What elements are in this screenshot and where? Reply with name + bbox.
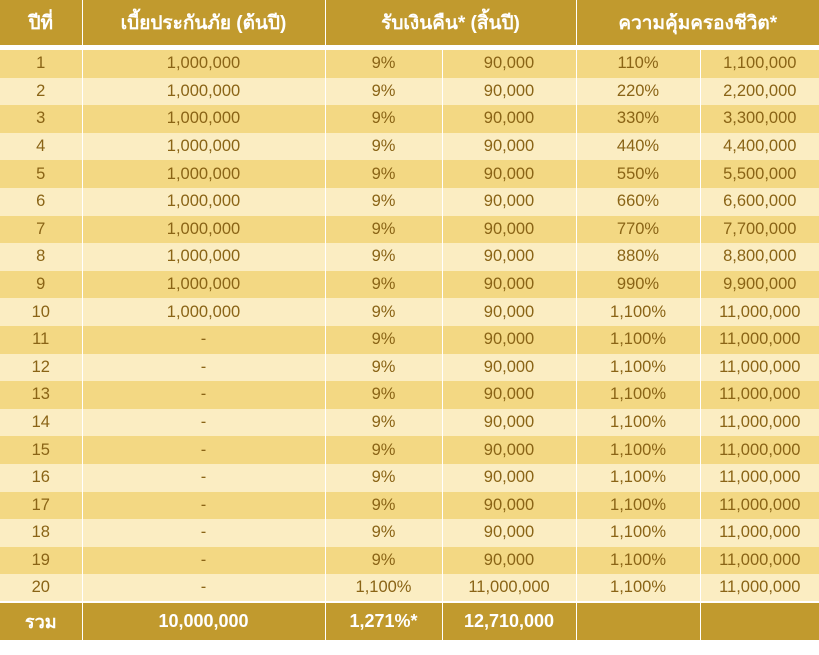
table-body	[0, 45, 819, 602]
row-premium: -	[82, 547, 325, 575]
row-coverage-percent: 1,100%	[576, 519, 700, 547]
table-row	[0, 78, 819, 106]
row-coverage-amount: 11,000,000	[700, 409, 819, 437]
table-row	[0, 436, 819, 464]
row-year: 10	[0, 298, 82, 326]
row-cashback-percent: 9%	[325, 271, 442, 299]
row-premium: 1,000,000	[82, 133, 325, 161]
table-row	[0, 381, 819, 409]
row-cashback-amount: 90,000	[442, 492, 576, 520]
row-coverage-percent: 1,100%	[576, 574, 700, 602]
row-year: 12	[0, 354, 82, 382]
row-coverage-amount: 9,900,000	[700, 271, 819, 299]
row-year: 4	[0, 133, 82, 161]
table-row	[0, 216, 819, 244]
row-cashback-percent: 9%	[325, 160, 442, 188]
row-coverage-percent: 770%	[576, 216, 700, 244]
table-row	[0, 519, 819, 547]
table-row	[0, 492, 819, 520]
table-row	[0, 105, 819, 133]
row-year: 3	[0, 105, 82, 133]
row-cashback-amount: 90,000	[442, 188, 576, 216]
row-coverage-amount: 7,700,000	[700, 216, 819, 244]
row-cashback-amount: 90,000	[442, 133, 576, 161]
row-premium: 1,000,000	[82, 243, 325, 271]
row-coverage-amount: 11,000,000	[700, 492, 819, 520]
row-year: 2	[0, 78, 82, 106]
row-cashback-amount: 90,000	[442, 160, 576, 188]
row-premium: -	[82, 409, 325, 437]
total-cashback-percent: 1,271%*	[325, 602, 442, 640]
row-cashback-percent: 9%	[325, 298, 442, 326]
row-premium: -	[82, 464, 325, 492]
row-year: 5	[0, 160, 82, 188]
row-coverage-percent: 1,100%	[576, 326, 700, 354]
header-cashback: รับเงินคืน* (สิ้นปี)	[325, 0, 576, 45]
row-premium: -	[82, 381, 325, 409]
table-row	[0, 243, 819, 271]
total-label: รวม	[0, 602, 82, 640]
row-year: 13	[0, 381, 82, 409]
table-row	[0, 188, 819, 216]
total-row	[0, 602, 819, 640]
row-cashback-amount: 90,000	[442, 298, 576, 326]
row-premium: 1,000,000	[82, 188, 325, 216]
row-coverage-amount: 5,500,000	[700, 160, 819, 188]
table-row	[0, 547, 819, 575]
header-year: ปีที่	[0, 0, 82, 45]
table-row	[0, 133, 819, 161]
row-premium: -	[82, 326, 325, 354]
table-row	[0, 409, 819, 437]
row-cashback-amount: 90,000	[442, 519, 576, 547]
row-cashback-percent: 9%	[325, 188, 442, 216]
total-cashback-amount: 12,710,000	[442, 602, 576, 640]
row-cashback-percent: 9%	[325, 547, 442, 575]
row-cashback-percent: 9%	[325, 464, 442, 492]
row-premium: -	[82, 519, 325, 547]
row-year: 6	[0, 188, 82, 216]
row-cashback-amount: 90,000	[442, 354, 576, 382]
row-premium: 1,000,000	[82, 298, 325, 326]
row-cashback-percent: 9%	[325, 78, 442, 106]
row-premium: -	[82, 436, 325, 464]
row-cashback-amount: 90,000	[442, 381, 576, 409]
row-coverage-amount: 2,200,000	[700, 78, 819, 106]
row-cashback-percent: 9%	[325, 436, 442, 464]
row-premium: 1,000,000	[82, 78, 325, 106]
row-coverage-amount: 11,000,000	[700, 464, 819, 492]
row-cashback-percent: 9%	[325, 50, 442, 78]
row-year: 11	[0, 326, 82, 354]
row-premium: 1,000,000	[82, 160, 325, 188]
row-coverage-percent: 990%	[576, 271, 700, 299]
row-year: 14	[0, 409, 82, 437]
total-empty-1	[576, 602, 700, 640]
row-coverage-percent: 660%	[576, 188, 700, 216]
row-coverage-percent: 110%	[576, 50, 700, 78]
table-row	[0, 298, 819, 326]
row-coverage-percent: 1,100%	[576, 354, 700, 382]
row-premium: 1,000,000	[82, 105, 325, 133]
row-cashback-percent: 9%	[325, 216, 442, 244]
row-coverage-percent: 550%	[576, 160, 700, 188]
row-coverage-amount: 11,000,000	[700, 547, 819, 575]
row-coverage-percent: 1,100%	[576, 492, 700, 520]
row-year: 7	[0, 216, 82, 244]
row-year: 17	[0, 492, 82, 520]
row-premium: -	[82, 574, 325, 602]
row-coverage-percent: 330%	[576, 105, 700, 133]
row-cashback-amount: 11,000,000	[442, 574, 576, 602]
header-premium: เบี้ยประกันภัย (ต้นปี)	[82, 0, 325, 45]
row-coverage-percent: 1,100%	[576, 464, 700, 492]
row-year: 19	[0, 547, 82, 575]
row-year: 1	[0, 50, 82, 78]
row-cashback-amount: 90,000	[442, 50, 576, 78]
row-coverage-percent: 880%	[576, 243, 700, 271]
row-year: 8	[0, 243, 82, 271]
row-coverage-percent: 1,100%	[576, 547, 700, 575]
row-coverage-percent: 440%	[576, 133, 700, 161]
row-premium: 1,000,000	[82, 216, 325, 244]
row-coverage-amount: 11,000,000	[700, 354, 819, 382]
table-header-row	[0, 0, 819, 45]
row-coverage-amount: 4,400,000	[700, 133, 819, 161]
row-cashback-percent: 9%	[325, 243, 442, 271]
row-coverage-percent: 1,100%	[576, 436, 700, 464]
table-row	[0, 271, 819, 299]
row-coverage-percent: 1,100%	[576, 409, 700, 437]
table-row	[0, 160, 819, 188]
row-cashback-percent: 9%	[325, 381, 442, 409]
row-cashback-amount: 90,000	[442, 216, 576, 244]
row-coverage-amount: 11,000,000	[700, 519, 819, 547]
row-year: 16	[0, 464, 82, 492]
row-cashback-percent: 9%	[325, 326, 442, 354]
row-coverage-percent: 1,100%	[576, 381, 700, 409]
row-coverage-amount: 11,000,000	[700, 298, 819, 326]
row-year: 18	[0, 519, 82, 547]
row-coverage-amount: 3,300,000	[700, 105, 819, 133]
table-row	[0, 464, 819, 492]
row-cashback-percent: 1,100%	[325, 574, 442, 602]
table-row	[0, 574, 819, 602]
row-cashback-amount: 90,000	[442, 464, 576, 492]
table-row	[0, 50, 819, 78]
row-coverage-amount: 11,000,000	[700, 381, 819, 409]
row-cashback-amount: 90,000	[442, 105, 576, 133]
row-coverage-percent: 220%	[576, 78, 700, 106]
row-premium: 1,000,000	[82, 50, 325, 78]
row-cashback-amount: 90,000	[442, 326, 576, 354]
row-year: 9	[0, 271, 82, 299]
total-empty-2	[700, 602, 819, 640]
row-cashback-percent: 9%	[325, 409, 442, 437]
row-cashback-amount: 90,000	[442, 547, 576, 575]
row-coverage-amount: 1,100,000	[700, 50, 819, 78]
table-row	[0, 326, 819, 354]
row-cashback-percent: 9%	[325, 133, 442, 161]
row-coverage-amount: 11,000,000	[700, 326, 819, 354]
row-cashback-amount: 90,000	[442, 243, 576, 271]
row-cashback-percent: 9%	[325, 519, 442, 547]
total-premium: 10,000,000	[82, 602, 325, 640]
row-premium: -	[82, 354, 325, 382]
row-cashback-amount: 90,000	[442, 78, 576, 106]
row-premium: -	[82, 492, 325, 520]
row-coverage-percent: 1,100%	[576, 298, 700, 326]
row-coverage-amount: 11,000,000	[700, 574, 819, 602]
row-cashback-percent: 9%	[325, 354, 442, 382]
row-year: 20	[0, 574, 82, 602]
row-year: 15	[0, 436, 82, 464]
row-cashback-percent: 9%	[325, 105, 442, 133]
row-cashback-percent: 9%	[325, 492, 442, 520]
row-cashback-amount: 90,000	[442, 271, 576, 299]
header-coverage: ความคุ้มครองชีวิต*	[576, 0, 819, 45]
row-coverage-amount: 6,600,000	[700, 188, 819, 216]
row-coverage-amount: 11,000,000	[700, 436, 819, 464]
table-row	[0, 354, 819, 382]
row-cashback-amount: 90,000	[442, 409, 576, 437]
row-premium: 1,000,000	[82, 271, 325, 299]
row-cashback-amount: 90,000	[442, 436, 576, 464]
row-coverage-amount: 8,800,000	[700, 243, 819, 271]
